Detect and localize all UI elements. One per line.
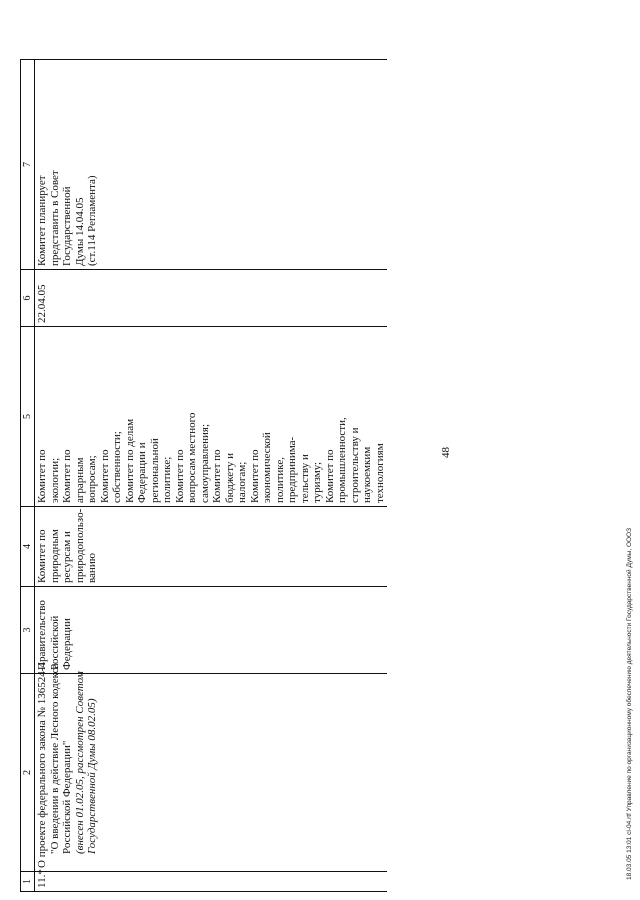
co-executor-line: туризму; bbox=[311, 461, 323, 503]
co-executor-line: экономической bbox=[261, 432, 273, 503]
co-executor-line: Федерации и bbox=[136, 442, 148, 503]
co-executors-cell bbox=[35, 327, 388, 507]
bill-note-line: (внесен 01.02.05, рассмотрен Советом bbox=[73, 671, 86, 854]
co-executor-line: региональной bbox=[148, 438, 161, 503]
initiator-line: Федерации bbox=[61, 618, 73, 670]
co-executor-line: Комитет по делам bbox=[123, 418, 136, 503]
co-executor-line: Комитет по bbox=[36, 449, 48, 503]
co-executor-line: Комитет по bbox=[323, 449, 336, 503]
date-cell: 22.04.05 bbox=[35, 270, 388, 327]
bill-description-cell bbox=[35, 662, 388, 872]
bill-title-line: Российской Федерации" bbox=[61, 740, 73, 854]
note-line: представить в Совет bbox=[48, 170, 61, 266]
co-executor-line: налогам; bbox=[236, 461, 248, 503]
column-number: 6 bbox=[21, 270, 35, 327]
co-executor-line: политике, bbox=[273, 456, 286, 503]
bill-title-line: О проекте федерального закона № 136524-4 bbox=[36, 662, 48, 868]
co-executor-line: промышленности, bbox=[336, 417, 348, 503]
column-number: 2 bbox=[21, 674, 35, 872]
bill-title-line: "О введении в действие Лесного кодекса bbox=[48, 663, 61, 854]
co-executor-line: строительству и bbox=[348, 427, 361, 503]
co-executor-line: вопросам; bbox=[86, 455, 98, 503]
co-executor-line: самоуправления; bbox=[198, 423, 211, 503]
note-line: Государственной bbox=[61, 186, 73, 266]
footer-file-info: 18.03.05 13:01 cl-04.rtf Управление по организационному обеспечению деятельности Государственной Думы, ОООЗ bbox=[626, 527, 633, 880]
initiator-line: Правительство bbox=[36, 600, 48, 670]
responsible-committee-cell bbox=[35, 507, 388, 587]
column-number-row bbox=[21, 60, 35, 892]
co-executor-line: аграрным bbox=[73, 457, 86, 503]
co-executor-line: экологии; bbox=[48, 457, 61, 503]
co-executor-line: Комитет по bbox=[173, 449, 186, 503]
co-executor-line: Комитет по bbox=[98, 449, 111, 503]
committee-line: ванию bbox=[86, 553, 98, 583]
co-executor-line: Комитет по bbox=[61, 449, 73, 503]
column-number: 3 bbox=[21, 587, 35, 674]
row-number: 11.* bbox=[35, 872, 388, 892]
note-line: Комитет планирует bbox=[36, 175, 48, 266]
committee-line: ресурсам и bbox=[61, 531, 73, 583]
initiator-cell bbox=[35, 587, 388, 674]
co-executor-line: предпринима- bbox=[286, 436, 298, 503]
co-executor-line: Комитет по bbox=[211, 449, 223, 503]
note-line: (ст.114 Регламента) bbox=[86, 175, 98, 266]
co-executor-line: тельству и bbox=[298, 454, 311, 503]
co-executor-line: наукоемким bbox=[361, 446, 373, 503]
co-executor-line: политике; bbox=[161, 456, 173, 503]
co-executor-line: бюджету и bbox=[223, 453, 236, 503]
table-row bbox=[35, 60, 388, 892]
note-line: Думы 14.04.05 bbox=[73, 197, 86, 266]
bill-note-line: Государственной Думы 08.02.05) bbox=[86, 698, 98, 854]
initiator-line: Российской bbox=[48, 615, 61, 670]
legislation-table bbox=[20, 59, 387, 892]
page-number: 48 bbox=[440, 447, 452, 458]
column-number: 5 bbox=[21, 327, 35, 507]
co-executor-line: вопросам местного bbox=[186, 412, 198, 503]
column-number: 1 bbox=[21, 872, 35, 892]
column-number: 7 bbox=[21, 60, 35, 270]
column-number: 4 bbox=[21, 507, 35, 587]
co-executor-line: собственности; bbox=[111, 431, 123, 503]
committee-line: природным bbox=[48, 529, 61, 583]
co-executor-line: Комитет по bbox=[248, 449, 261, 503]
committee-line: Комитет по bbox=[36, 529, 48, 583]
committee-line: природопользо- bbox=[73, 508, 86, 583]
notes-cell bbox=[35, 60, 388, 270]
co-executor-line: технологиям bbox=[373, 443, 386, 503]
